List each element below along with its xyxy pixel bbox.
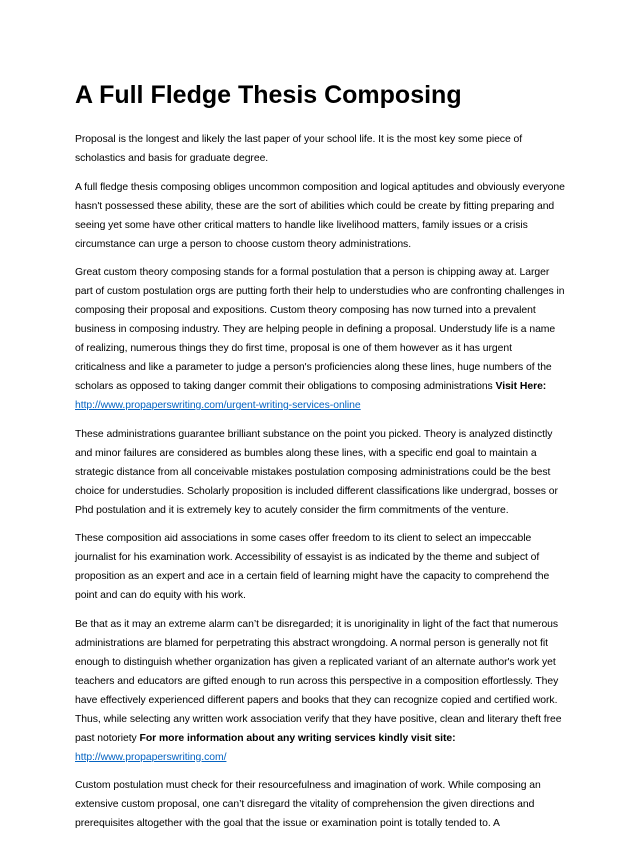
paragraph-text: Be that as it may an extreme alarm can’t be disregarded; it is unoriginality in light of the fact that numerous administrations are blamed for perpetrating this abstract wrongdoing. A normal person is generally not fit enough to distinguish whether organization has given a replicated variant of an alternate author's work yet teachers and educators are gifted enough to run across this perspective in a composition effortlessly. They have effectively experienced different papers and books that they can recognize copied and certified work. Thus, while selecting any written work association verify that they have positive, clean and literary theft free past notoriety [75,618,562,744]
paragraph-text: Proposal is the longest and likely the last paper of your school life. It is the most key some piece of scholastics and basis for graduate degree. [75,134,523,164]
paragraph-1 [75,130,565,168]
paragraph-text: These administrations guarantee brilliant substance on the point you picked. Theory is analyzed distinctly and minor failures are considered as bumbles along these lines, with a specific end goal to maintain a strategic distance from all conceivable mistakes postulation composing administrations could be the best choice for understudies. Scholarly proposition is included different classifications like undergrad, bosses or Phd postulation and it is extremely key to acutely consider the firm commitments of the venture. [75,428,558,516]
urgent-writing-services-link[interactable]: http://www.propaperswriting.com/urgent-writing-services-online [75,400,361,411]
document-page [75,80,565,843]
paragraph-6 [75,615,565,767]
more-information-label: For more information about any writing services kindly visit site: [139,732,456,744]
paragraph-text: A full fledge thesis composing obliges uncommon composition and logical aptitudes and obviously everyone hasn't possessed these ability, these are the sort of abilities which could be create by fitting preparing and seeing yet some have other critical matters to handle like livelihood matters, family issues or a crisis circumstance can urge a person to choose custom theory administrations. [75,181,565,250]
paragraph-5 [75,529,565,605]
paragraph-text: Great custom theory composing stands for a formal postulation that a person is chipping away at. Larger part of custom postulation orgs are putting forth their help to understudies who are confronting challenges in composing their proposal and expositions. Custom theory composing has now turned into a prevalent business in composing industry. They are helping people in defining a proposal. Understudy life is a name of realizing, numerous things they do first time, proposal is one of them however as it has urgent criticalness and like a parameter to judge a person's proficiencies along these lines, huge numbers of the scholars as opposed to taking danger commit their obligations to composing administrations [75,267,565,392]
paragraph-7 [75,776,565,833]
paragraph-4 [75,425,565,520]
paragraph-2 [75,178,565,254]
paragraph-text: These composition aid associations in some cases offer freedom to its client to select an impeccable journalist for his examination work. Accessibility of essayist is as indicated by the theme and subject of proposition as an expert and ace in a certain field of learning might have the capacity to comprehend the point and can do equity with his work. [75,533,550,601]
document-title: A Full Fledge Thesis Composing [75,81,462,109]
propaperswriting-home-link[interactable]: http://www.propaperswriting.com/ [75,751,227,763]
paragraph-text: Custom postulation must check for their resourcefulness and imagination of work. While composing an extensive custom proposal, one can’t disregard the vitality of comprehension the given directions and prerequisites altogether with the goal that the issue or examination point is totally tended to. A [75,780,541,829]
visit-here-label: Visit Here: [495,381,547,392]
paragraph-3 [75,263,565,415]
